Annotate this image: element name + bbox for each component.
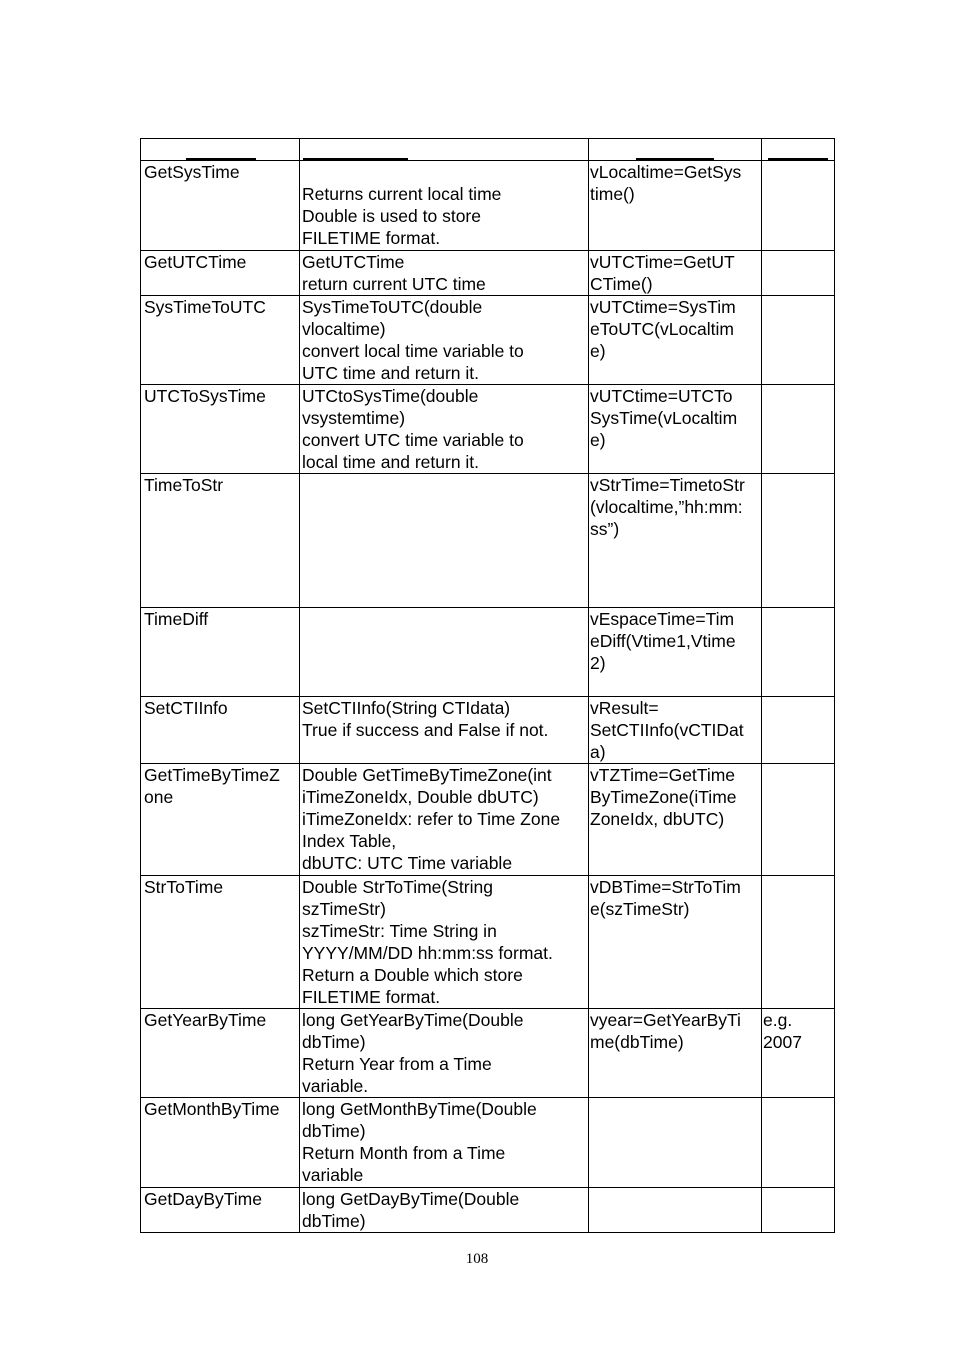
- note-cell: [762, 385, 835, 474]
- table-row: [141, 251, 835, 296]
- note-cell: [762, 697, 835, 764]
- example-cell: vResult= SetCTIInfo(vCTIDat a): [589, 697, 762, 764]
- function-name-cell: GetMonthByTime: [141, 1098, 300, 1188]
- table-row: [141, 608, 835, 697]
- function-name-cell: GetUTCTime: [141, 251, 300, 296]
- table-row: [141, 1098, 835, 1188]
- function-name-cell: UTCToSysTime: [141, 385, 300, 474]
- note-cell: [762, 1188, 835, 1233]
- syntax-cell: SetCTIInfo(String CTIdata) True if success and False if not.: [300, 697, 589, 764]
- example-cell: vEspaceTime=Tim eDiff(Vtime1,Vtime 2): [589, 608, 762, 697]
- note-cell: [762, 608, 835, 697]
- note-cell: [762, 296, 835, 385]
- syntax-cell: long GetMonthByTime(Double dbTime) Return Month from a Time variable: [300, 1098, 589, 1188]
- syntax-cell: GetUTCTime return current UTC time: [300, 251, 589, 296]
- table-row: [141, 296, 835, 385]
- table-row: [141, 161, 835, 251]
- table-row: [141, 1009, 835, 1098]
- table-row: [141, 1188, 835, 1233]
- example-cell: vyear=GetYearByTi me(dbTime): [589, 1009, 762, 1098]
- function-name-cell: SetCTIInfo: [141, 697, 300, 764]
- header-cell-note: [762, 139, 835, 161]
- function-name-cell: SysTimeToUTC: [141, 296, 300, 385]
- syntax-cell: long GetDayByTime(Double dbTime): [300, 1188, 589, 1233]
- example-cell: vUTCtime=UTCTo SysTime(vLocaltim e): [589, 385, 762, 474]
- table-row: [141, 474, 835, 608]
- note-cell: [762, 474, 835, 608]
- function-name-cell: GetSysTime: [141, 161, 300, 251]
- table-header-row: [141, 139, 835, 161]
- function-name-cell: GetDayByTime: [141, 1188, 300, 1233]
- header-cell-example: [589, 139, 762, 161]
- function-name-cell: GetTimeByTimeZ one: [141, 764, 300, 876]
- table-row: [141, 876, 835, 1009]
- function-name-cell: TimeDiff: [141, 608, 300, 697]
- note-cell: e.g. 2007: [762, 1009, 835, 1098]
- example-cell: [589, 1098, 762, 1188]
- page-number: 108: [465, 1251, 489, 1267]
- example-cell: [589, 1188, 762, 1233]
- function-name-cell: StrToTime: [141, 876, 300, 1009]
- note-cell: [762, 251, 835, 296]
- example-cell: vDBTime=StrToTim e(szTimeStr): [589, 876, 762, 1009]
- note-cell: [762, 876, 835, 1009]
- note-cell: [762, 161, 835, 251]
- example-cell: vTZTime=GetTime ByTimeZone(iTime ZoneIdx, dbUTC): [589, 764, 762, 876]
- syntax-cell: Returns current local time Double is used to store FILETIME format.: [300, 161, 589, 251]
- example-cell: vLocaltime=GetSys time(): [589, 161, 762, 251]
- note-cell: [762, 764, 835, 876]
- table-row: [141, 697, 835, 764]
- function-name-cell: GetYearByTime: [141, 1009, 300, 1098]
- syntax-cell: SysTimeToUTC(double vlocaltime) convert local time variable to UTC time and return it.: [300, 296, 589, 385]
- function-table: [140, 138, 835, 1233]
- syntax-cell: [300, 608, 589, 697]
- table-row: [141, 764, 835, 876]
- syntax-cell: Double StrToTime(String szTimeStr) szTimeStr: Time String in YYYY/MM/DD hh:mm:ss format. Return a Double which store FILETIME format.: [300, 876, 589, 1009]
- header-cell-syntax: [300, 139, 589, 161]
- syntax-cell: [300, 474, 589, 608]
- function-name-cell: TimeToStr: [141, 474, 300, 608]
- example-cell: vUTCtime=SysTim eToUTC(vLocaltim e): [589, 296, 762, 385]
- example-cell: vUTCTime=GetUT CTime(): [589, 251, 762, 296]
- syntax-cell: Double GetTimeByTimeZone(int iTimeZoneIdx, Double dbUTC) iTimeZoneIdx: refer to Time Zone Index Table, dbUTC: UTC Time variable: [300, 764, 589, 876]
- header-cell-name: [141, 139, 300, 161]
- table-row: [141, 385, 835, 474]
- syntax-cell: UTCtoSysTime(double vsystemtime) convert UTC time variable to local time and return it.: [300, 385, 589, 474]
- syntax-cell: long GetYearByTime(Double dbTime) Return Year from a Time variable.: [300, 1009, 589, 1098]
- note-cell: [762, 1098, 835, 1188]
- example-cell: vStrTime=TimetoStr (vlocaltime,”hh:mm: ss”): [589, 474, 762, 608]
